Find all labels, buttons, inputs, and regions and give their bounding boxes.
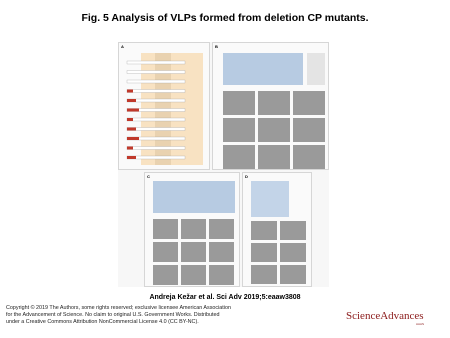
micrograph — [251, 265, 277, 284]
micrograph — [293, 145, 325, 169]
micrograph — [251, 243, 277, 262]
micrograph — [181, 265, 206, 285]
micrograph — [280, 265, 306, 284]
micrograph — [293, 91, 325, 115]
micrograph — [258, 145, 290, 169]
micrograph — [223, 118, 255, 142]
deletion-marker — [127, 109, 139, 112]
author-citation: Andreja Kežar et al. Sci Adv 2019;5:eaaw3808 — [149, 294, 301, 301]
micrograph — [280, 221, 306, 240]
panel-a-schematic — [119, 43, 211, 171]
panel-d-gel — [251, 181, 289, 217]
panel-b-gel-side — [307, 53, 325, 85]
micrograph — [258, 91, 290, 115]
construct-bar — [127, 80, 185, 83]
construct-bar — [127, 118, 185, 121]
micrograph — [251, 221, 277, 240]
panel-b-gel — [223, 53, 303, 85]
panel-d — [242, 172, 312, 287]
deletion-marker — [127, 128, 136, 131]
copyright-line-3: under a Creative Commons Attribution NonCommercial License 4.0 (CC BY-NC). — [6, 319, 199, 326]
construct-bar — [127, 90, 185, 93]
construct-bar — [127, 147, 185, 150]
panel-c-label: C — [147, 174, 150, 179]
micrograph — [153, 242, 178, 262]
deletion-marker — [127, 156, 136, 159]
construct-bar — [127, 61, 185, 64]
figure-image — [118, 42, 329, 287]
micrograph — [153, 219, 178, 239]
deletion-marker — [127, 90, 133, 93]
panel-b — [212, 42, 329, 170]
micrograph — [223, 91, 255, 115]
micrograph — [209, 242, 234, 262]
science-advances-logo: ScienceAdvances — [346, 310, 424, 322]
deletion-marker — [127, 99, 136, 102]
panel-c-gel — [153, 181, 235, 213]
deletion-marker — [127, 118, 133, 121]
aaas-logo: AAAS — [416, 322, 425, 326]
micrograph — [209, 265, 234, 285]
construct-bar — [127, 71, 185, 74]
panel-a-label: A — [121, 44, 124, 49]
copyright-line-1: Copyright © 2019 The Authors, some rights reserved; exclusive licensee American Association — [6, 305, 231, 311]
micrograph — [223, 145, 255, 169]
panel-c — [144, 172, 240, 287]
panel-d-label: D — [245, 174, 248, 179]
micrograph — [209, 219, 234, 239]
copyright-notice — [6, 305, 306, 327]
micrograph — [153, 265, 178, 285]
micrograph — [280, 243, 306, 262]
micrograph — [293, 118, 325, 142]
copyright-line-2: for the Advancement of Science. No claim to original U.S. Government Works. Distributed — [6, 312, 220, 319]
panel-b-label: B — [215, 44, 218, 49]
micrograph — [181, 219, 206, 239]
panel-a — [118, 42, 210, 170]
deletion-marker — [127, 147, 133, 150]
micrograph — [181, 242, 206, 262]
micrograph — [258, 118, 290, 142]
deletion-marker — [127, 137, 139, 140]
figure-title: Fig. 5 Analysis of VLPs formed from deletion CP mutants. — [81, 12, 369, 24]
